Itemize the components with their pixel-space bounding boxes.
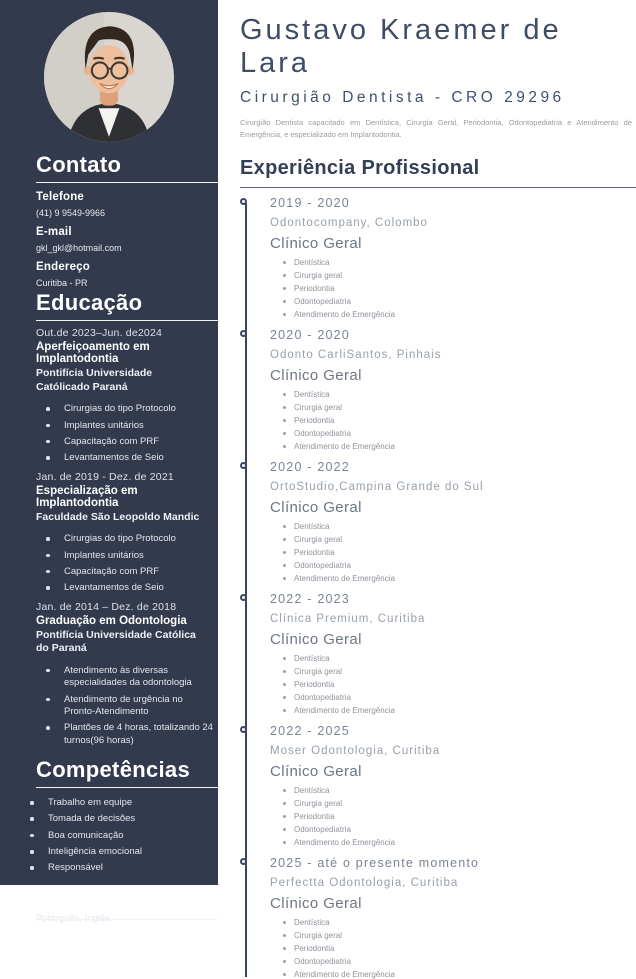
experience-entry	[270, 592, 636, 715]
experience-bullet: Odontopediatria	[282, 429, 636, 438]
education-bullet: Cirurgias do tipo Protocolo	[44, 533, 214, 545]
education-school: Pontifícia Universidade Católicado Paraná	[36, 367, 153, 393]
education-bullets	[44, 665, 218, 747]
education-bullet: Atendimento às diversas especialidades da odontologia	[44, 665, 214, 690]
experience-role: Clínico Geral	[270, 895, 362, 913]
education-degree: Graduação em Odontologia	[36, 614, 187, 627]
experience-bullet: Odontopediatria	[282, 957, 636, 966]
competencies-section	[0, 757, 218, 875]
experience-bullet: Periodontia	[282, 284, 636, 293]
education-degree: Especialização em Implantodontia	[36, 484, 138, 509]
summary-text: Cirurgião Dentista capacitado em Dentística, Cirurgia Geral, Periodontia, Odontopediatria e Atendimento de Emergência, e especializado em Implantodontia.	[240, 118, 632, 139]
experience-bullets	[282, 654, 636, 715]
education-bullet: Capacitação com PRF	[44, 566, 214, 578]
experience-bullet: Cirurgia geral	[282, 667, 636, 676]
experience-bullet: Cirurgia geral	[282, 271, 636, 280]
experience-bullet: Odontopediatria	[282, 297, 636, 306]
contact-value-address: Curitiba - PR	[36, 278, 88, 288]
education-entry	[36, 471, 218, 595]
education-bullets	[44, 403, 218, 464]
education-school: Pontifícia Universidade Católica do Paraná	[36, 628, 196, 655]
experience-bullets	[282, 918, 636, 979]
experience-bullet: Dentística	[282, 786, 636, 795]
experience-bullets	[282, 390, 636, 451]
experience-bullet: Periodontia	[282, 812, 636, 821]
timeline-marker-icon	[240, 726, 247, 733]
experience-period: 2022 - 2023	[270, 592, 350, 607]
education-period: Out.de 2023–Jun. de2024	[36, 327, 163, 339]
experience-bullet: Dentística	[282, 258, 636, 267]
education-section	[0, 290, 218, 747]
experience-company: Moser Odontologia, Curitiba	[270, 745, 441, 758]
experience-bullet: Atendimento de Emergência	[282, 706, 636, 715]
experience-role: Clínico Geral	[270, 367, 362, 385]
experience-bullet: Atendimento de Emergência	[282, 310, 636, 319]
experience-bullet: Periodontia	[282, 944, 636, 953]
experience-role: Clínico Geral	[270, 499, 362, 517]
education-entry	[36, 327, 218, 465]
competency-item: Responsável	[28, 862, 198, 874]
education-bullet: Implantes unitários	[44, 420, 214, 432]
experience-role: Clínico Geral	[270, 235, 362, 253]
education-title: Educação	[36, 290, 143, 315]
education-bullet: Levantamentos de Seio	[44, 452, 214, 464]
experience-period: 2020 - 2022	[270, 460, 350, 475]
contact-rule	[36, 182, 218, 183]
experience-bullet: Dentística	[282, 654, 636, 663]
experience-company: Clínica Premium, Curitiba	[270, 613, 426, 626]
contact-value-phone: (41) 9 9549-9966	[36, 208, 106, 218]
experience-bullet: Dentística	[282, 390, 636, 399]
education-bullet: Plantões de 4 horas, totalizando 24 turnos(96 horas)	[44, 722, 214, 747]
contact-label: Endereço	[36, 261, 91, 273]
experience-bullet: Periodontia	[282, 416, 636, 425]
avatar-illustration	[44, 12, 174, 142]
contact-value-email: gkl_gkl@hotmail.com	[36, 243, 122, 253]
education-bullets	[44, 533, 218, 594]
experience-title: Experiência Profissional	[240, 157, 480, 180]
timeline-marker-icon	[240, 462, 247, 469]
experience-bullet: Odontopediatria	[282, 561, 636, 570]
sidebar	[0, 0, 218, 910]
experience-rule	[240, 187, 636, 188]
education-entry	[36, 601, 218, 747]
experience-company: OrtoStudio,Campina Grande do Sul	[270, 481, 484, 494]
competency-item: Boa comunicação	[28, 830, 198, 842]
education-degree: Aperfeiçoamento em Implantodontia	[36, 341, 150, 365]
education-school: Faculdade São Leopoldo Mandic	[36, 510, 200, 523]
contact-section	[0, 152, 218, 288]
contact-label: Telefone	[36, 191, 85, 203]
experience-entry	[270, 724, 636, 847]
experience-bullet: Periodontia	[282, 680, 636, 689]
profile-photo	[44, 12, 174, 142]
experience-role: Clínico Geral	[270, 631, 362, 649]
timeline-marker-icon	[240, 594, 247, 601]
education-period: Jan. de 2014 – Dez. de 2018	[36, 600, 177, 613]
experience-period: 2025 - até o presente momento	[270, 856, 480, 871]
main-column	[218, 0, 636, 979]
competencies-rule	[36, 787, 218, 788]
experience-bullet: Periodontia	[282, 548, 636, 557]
experience-entry	[270, 856, 636, 979]
person-title: Cirurgião Dentista - CRO 29296	[240, 89, 565, 106]
experience-timeline	[240, 196, 636, 979]
timeline-marker-icon	[240, 198, 247, 205]
experience-company: Odonto CarliSantos, Pinhais	[270, 349, 442, 362]
experience-bullet: Atendimento de Emergência	[282, 838, 636, 847]
competencies-title: Competências	[36, 757, 190, 783]
experience-bullet: Cirurgia geral	[282, 799, 636, 808]
experience-entry	[270, 460, 636, 583]
experience-bullet: Cirurgia geral	[282, 403, 636, 412]
experience-bullet: Cirurgia geral	[282, 535, 636, 544]
experience-bullet: Atendimento de Emergência	[282, 970, 636, 979]
experience-entry	[270, 196, 636, 319]
experience-period: 2022 - 2025	[270, 724, 350, 739]
education-bullet: Cirurgias do tipo Protocolo	[44, 403, 214, 415]
education-rule	[36, 320, 218, 321]
experience-entry	[270, 328, 636, 451]
experience-bullets	[282, 258, 636, 319]
experience-bullet: Atendimento de Emergência	[282, 442, 636, 451]
experience-company: Perfectta Odontologia, Curitiba	[270, 877, 459, 890]
competencies-list	[28, 797, 218, 875]
experience-period: 2019 - 2020	[270, 196, 350, 211]
experience-period: 2020 - 2020	[270, 328, 350, 343]
experience-bullets	[282, 522, 636, 583]
education-bullet: Capacitação com PRF	[44, 436, 214, 448]
photo-wrap	[0, 0, 218, 142]
languages-title: Idiomas	[36, 884, 122, 910]
experience-bullet: Dentística	[282, 522, 636, 531]
experience-bullets	[282, 786, 636, 847]
education-bullet: Implantes unitários	[44, 550, 214, 562]
experience-bullet: Atendimento de Emergência	[282, 574, 636, 583]
experience-company: Odontocompany, Colombo	[270, 217, 428, 230]
competency-item: Inteligência emocional	[28, 846, 198, 858]
competency-item: Trabalho em equipe	[28, 797, 198, 809]
education-bullet: Atendimento de urgência no Pronto-Atendimento	[44, 694, 214, 719]
experience-role: Clínico Geral	[270, 763, 362, 781]
timeline-marker-icon	[240, 858, 247, 865]
experience-bullet: Dentística	[282, 918, 636, 927]
experience-bullet: Odontopediatria	[282, 825, 636, 834]
languages-section	[0, 885, 218, 924]
person-name: Gustavo Kraemer de Lara	[240, 14, 562, 79]
experience-bullet: Odontopediatria	[282, 693, 636, 702]
languages-rule	[36, 919, 218, 920]
education-period: Jan. de 2019 - Dez. de 2021	[36, 470, 174, 483]
experience-bullet: Cirurgia geral	[282, 931, 636, 940]
competency-item: Tomada de decisões	[28, 813, 198, 825]
education-bullet: Levantamentos de Seio	[44, 582, 214, 594]
contact-label: E-mail	[36, 226, 72, 238]
contact-title: Contato	[36, 152, 122, 177]
timeline-marker-icon	[240, 330, 247, 337]
